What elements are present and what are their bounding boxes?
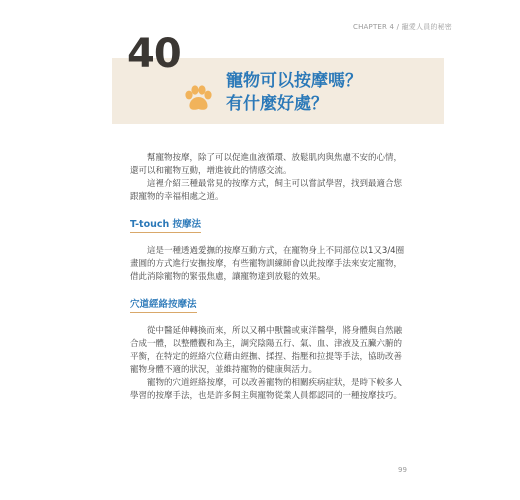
acupoint-paragraph-2: 寵物的穴道經絡按摩，可以改善寵物的相關疾病症狀，是時下較多人學習的按摩手法，也是許多飼主與寵物從業人員都認同的一種按摩技巧。 xyxy=(130,378,403,401)
chapter-header: CHAPTER 4 / 寵愛人員的秘密 xyxy=(352,23,452,31)
section-heading-ttouch: T-touch 按摩法 xyxy=(130,218,201,233)
intro-paragraph-1: 幫寵物按摩，除了可以促進血液循環、放鬆肌肉與焦慮不安的心情，還可以和寵物互動，增進彼此的情感交流。 xyxy=(130,153,403,176)
title-line-1: 寵物可以按摩嗎？ xyxy=(226,71,362,91)
ttouch-paragraph: 這是一種透過愛撫的按摩互動方式，在寵物身上不同部位以1又3/4圈畫圓的方式進行安撫按摩，有些寵物訓練師會以此按摩手法來安定寵物，借此消除寵物的緊張焦慮，讓寵物達到放鬆的效果。 xyxy=(130,246,405,282)
intro-paragraph-2: 這裡介紹三種最常見的按摩方式，飼主可以嘗試學習，找到最適合您跟寵物的幸福相處之道。 xyxy=(130,179,403,202)
paw-icon xyxy=(182,82,214,114)
chapter-number: 40 xyxy=(127,31,181,77)
section-heading-acupoint: 穴道經絡按摩法 xyxy=(130,298,197,313)
page-number: 99 xyxy=(398,466,407,474)
acupoint-paragraph-1: 從中醫延伸轉換而來，所以又稱中獸醫或東洋醫學，將身體與自然融合成一體，以整體觀和為主，調究陰陽五行、氣、血、津液及五臟六腑的平衡，在特定的經絡穴位藉由經撫、揉捏、指壓和拉提等手法，協助改善寵物身體不適的狀況，並維持寵物的健康與活力。 xyxy=(130,326,403,375)
article-body xyxy=(130,152,408,403)
page-title xyxy=(226,70,362,116)
title-line-2: 有什麼好處？ xyxy=(226,94,328,114)
